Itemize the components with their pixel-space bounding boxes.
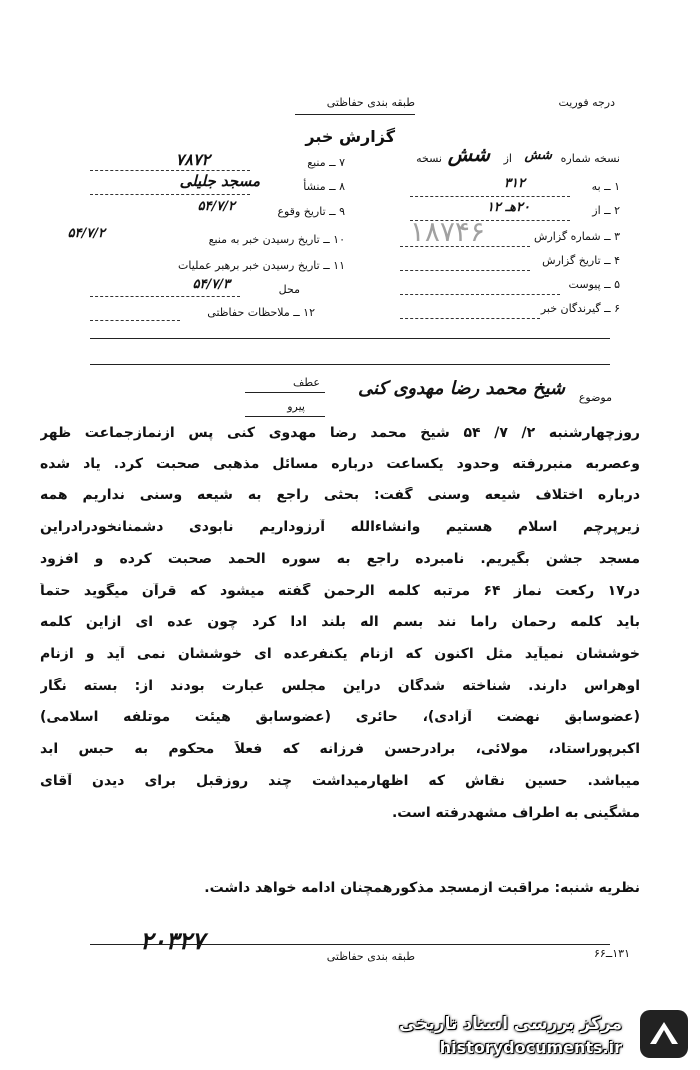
classification-bottom: طبقه بندی حفاظتی [326,950,415,963]
source-line [90,170,250,171]
follow-label: پیرو [287,400,305,413]
body-line-11: اکبرپوراستاد، مولائی، برادرحسن فرزانه که فعلاً محکوم به حبس ابد [40,741,640,757]
body-line-4: زیرپرچم اسلام هستیم وانشاءالله آرزوداریم نابودی دشمنانخودرادراین [40,519,640,535]
origin-value: مسجد جلیلی [179,172,260,190]
source-value: ۷۸۷۲ [175,150,210,169]
report-no-label: ۳ ــ شماره گزارش [534,230,620,243]
body-line-12: میباشد. حسین نقاش که اظهارمیداشت چند روزقبل برای دیدن آقای [40,773,640,789]
body-line-13: مشگینی به اطراف مشهدرفته است. [391,805,640,821]
recipients-line [400,318,540,319]
follow-underline [245,416,325,417]
header-separator [90,338,610,339]
received-stamp-number: ۱۸۷۴۶ [409,215,485,248]
body-line-8: خوششان نمیآید مثل اکنون که ازنام یکنفرعده ای خوششان نمی آید و ازنام [40,646,640,662]
ref-underline [245,392,325,393]
attachment-label: ۵ ــ پیوست [568,278,620,291]
from-value: ۲۰هـ ۱۲ [486,200,530,215]
place-label: محل [278,283,300,296]
comment-line: نظریه شنبه: مراقبت ازمسجد مذکورهمچنان ادامه خواهد داشت. [204,880,640,896]
body-line-3: درباره اختلاف شیعه وسنی گفت: بحثی راجع به شیعه وسنی نداریم همه [40,487,640,503]
body-line-6: در۱۷ رکعت نماز ۶۴ مرتبه کلمه الرحمن گفته میشود که قرآن میگوید حتماً [40,583,640,599]
subject-value: شیخ محمد رضا مهدوی کنی [358,378,565,399]
event-date-value: ۵۴/۷/۲ [197,199,235,214]
archive-logo-icon [638,1008,690,1060]
ops-date-label: ۱۱ ــ تاریخ رسیدن خبر برهبر عملیات [178,259,345,272]
body-line-5: مسجد جشن بگیریم. نامبرده راجع به سوره الحمد صحبت کرده و افزود [40,551,640,567]
report-date-label: ۴ ــ تاریخ گزارش [542,254,620,267]
to-line [410,196,570,197]
report-title: گزارش خبر [305,127,395,146]
event-date-label: ۹ ــ تاریخ وقوع [277,205,345,218]
copy-of-label: از [503,152,512,165]
handwritten-code: ۲۰۳۲۷ [140,926,205,955]
watermark-title: مرکز بررسی اسناد تاریخی [399,1014,622,1034]
body-line-10: (عضوسابق نهضت آزادی)، حائری (عضوسابق هیئت موتلفه اسلامی) [40,709,640,725]
ops-date-line [90,296,240,297]
watermark-url: historydocuments.ir [439,1038,622,1057]
classification-top: طبقه بندی حفاظتی [326,96,415,109]
security-notes-label: ۱۲ ــ ملاحظات حفاظتی [207,306,315,319]
to-value: ۳۱۲ [504,176,525,191]
origin-label: ۸ ــ منشأ [303,180,345,193]
classification-top-underline [295,114,415,115]
security-notes-line [90,320,180,321]
copy-of-value: شش [447,142,490,166]
ops-date-value: ۵۴/۷/۳ [192,277,230,292]
recipients-label: ۶ ــ گیرندگان خبر [540,302,620,315]
header-separator-2 [90,364,610,365]
urgency-label: درجه فوریت [558,96,615,109]
to-label: ۱ ــ به [591,180,620,193]
form-code: ۱۳۱ــ۶۶ [593,947,630,960]
received-date-label: ۱۰ ــ تاریخ رسیدن خبر به منبع [208,233,345,246]
body-line-2: وعصربه منبررفته وحدود یکساعت درباره مسائل مذهبی صحبت کرد. یاد شده [40,456,640,472]
body-line-1: روزچهارشنبه ۲/ ۷/ ۵۴ شیخ محمد رضا مهدوی کنی پس ازنمازجماعت ظهر [40,425,640,441]
attachment-line [400,294,560,295]
footer-separator [90,944,610,945]
copy-word-label: نسخه [416,152,442,165]
copy-number-value: شش [524,148,552,163]
from-label: ۲ ــ از [592,204,620,217]
source-label: ۷ ــ منبع [307,156,345,169]
ref-label: عطف [293,376,320,389]
subject-label: موضوع [578,391,612,404]
body-line-9: اوهراس دارند. شناخته شدگان دراین مجلس عبارت بودند از: بسته نگار [40,678,640,694]
body-line-7: باید کلمه رحمان راما نند بسم اله بلند ادا کرد چون عده ای ازاین کلمه [40,614,640,630]
report-date-line [400,270,530,271]
copy-number-label: نسخه شماره [560,152,620,165]
received-date-value: ۵۴/۷/۲ [67,226,105,241]
origin-line [90,194,250,195]
